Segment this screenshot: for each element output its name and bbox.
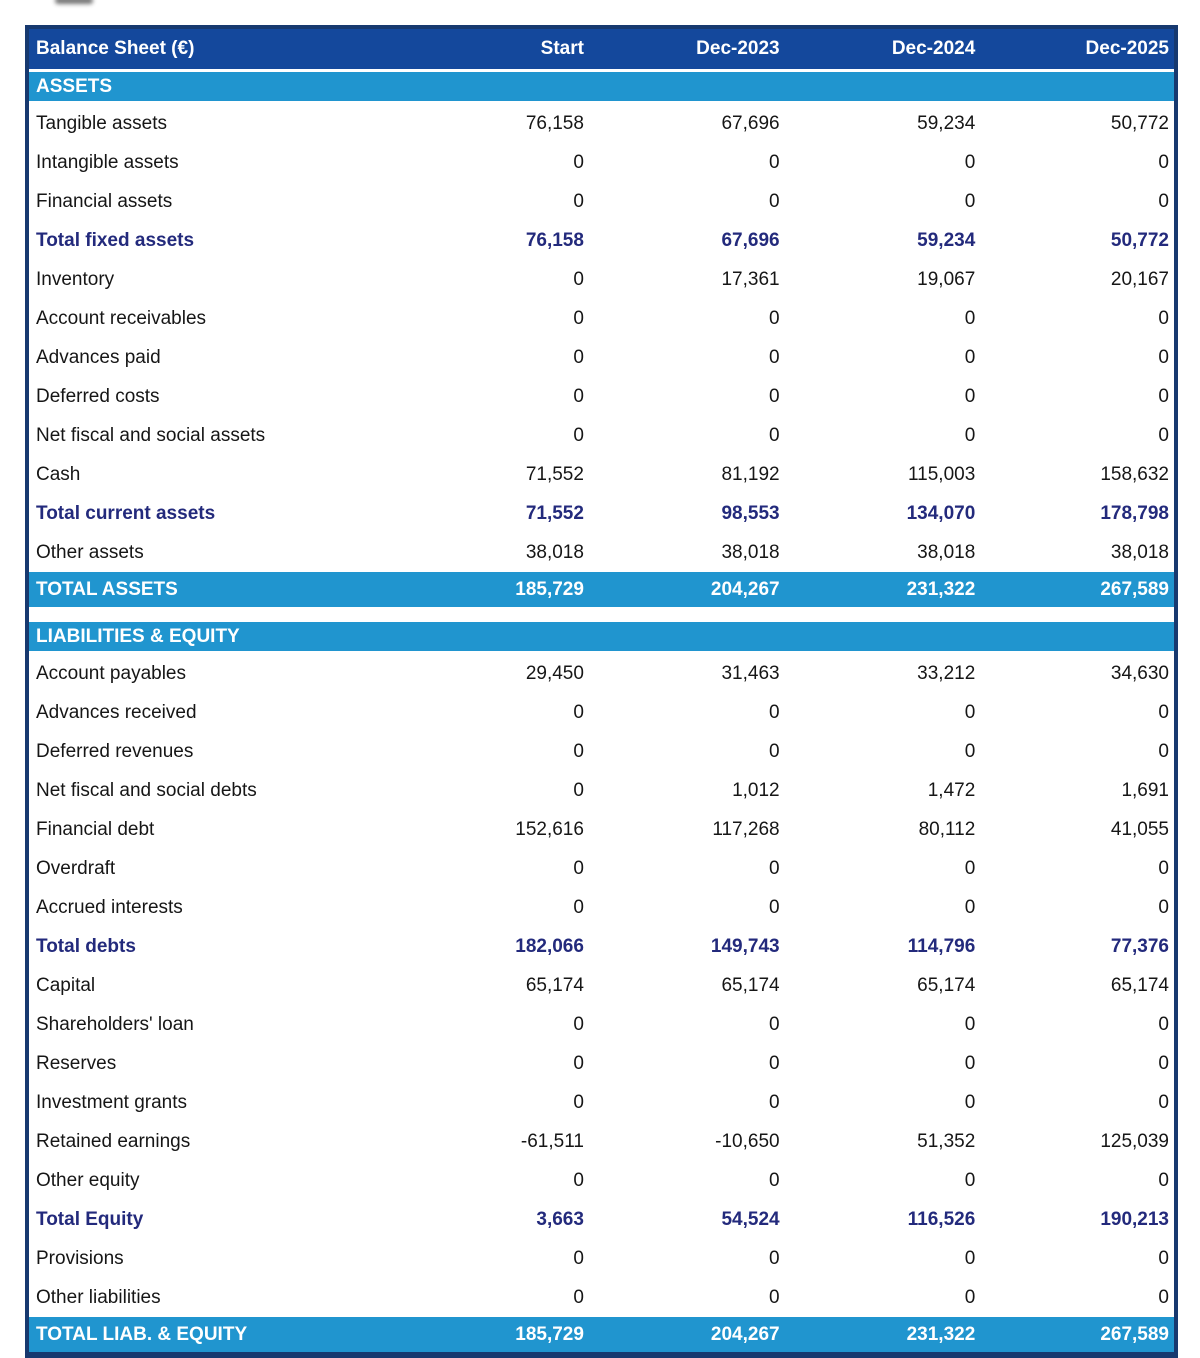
section-label: ASSETS (27, 71, 1176, 103)
section-spacer (27, 607, 1176, 621)
cell-value: 38,018 (589, 533, 785, 572)
column-header-dec-2024: Dec-2024 (785, 27, 981, 71)
row-label: Other assets (27, 533, 393, 572)
cell-value: 0 (393, 1005, 589, 1044)
section-header-row (27, 621, 1176, 653)
cell-value: 3,663 (393, 1200, 589, 1239)
cell-value: 0 (393, 771, 589, 810)
cell-value: 0 (393, 849, 589, 888)
row-label: Intangible assets (27, 143, 393, 182)
cell-value: 1,472 (785, 771, 981, 810)
cell-value: 0 (980, 888, 1176, 927)
cell-value: 0 (980, 849, 1176, 888)
cell-value: 0 (393, 1278, 589, 1317)
cell-value: 77,376 (980, 927, 1176, 966)
table-row (27, 927, 1176, 966)
cell-value: 0 (589, 1083, 785, 1122)
column-header-dec-2023: Dec-2023 (589, 27, 785, 71)
cell-value: -10,650 (589, 1122, 785, 1161)
total-value: 185,729 (393, 572, 589, 607)
table-row (27, 810, 1176, 849)
row-label: Financial assets (27, 182, 393, 221)
cell-value: 76,158 (393, 221, 589, 260)
cell-value: 0 (589, 416, 785, 455)
cell-value: 149,743 (589, 927, 785, 966)
cell-value: 71,552 (393, 455, 589, 494)
table-row (27, 1044, 1176, 1083)
cell-value: 0 (980, 338, 1176, 377)
cell-value: 0 (980, 416, 1176, 455)
cell-value: 0 (785, 1161, 981, 1200)
table-row (27, 888, 1176, 927)
cell-value: 38,018 (980, 533, 1176, 572)
cell-value: 50,772 (980, 221, 1176, 260)
cell-value: 34,630 (980, 653, 1176, 694)
cell-value: 0 (589, 299, 785, 338)
cell-value: 0 (589, 1005, 785, 1044)
cell-value: 41,055 (980, 810, 1176, 849)
total-value: 231,322 (785, 572, 981, 607)
cell-value: 0 (785, 182, 981, 221)
table-row (27, 966, 1176, 1005)
cell-value: 125,039 (980, 1122, 1176, 1161)
table-row (27, 693, 1176, 732)
row-label: Accrued interests (27, 888, 393, 927)
cell-value: 0 (589, 1278, 785, 1317)
cell-value: 0 (589, 849, 785, 888)
row-label: Advances received (27, 693, 393, 732)
cell-value: 0 (980, 299, 1176, 338)
cell-value: 0 (785, 1005, 981, 1044)
total-value: 267,589 (980, 572, 1176, 607)
table-row (27, 182, 1176, 221)
cell-value: 0 (393, 182, 589, 221)
cell-value: 0 (785, 693, 981, 732)
cell-value: 0 (980, 1083, 1176, 1122)
row-label: Other equity (27, 1161, 393, 1200)
cell-value: 31,463 (589, 653, 785, 694)
row-label: Advances paid (27, 338, 393, 377)
table-row (27, 338, 1176, 377)
total-label: TOTAL LIAB. & EQUITY (27, 1317, 393, 1355)
column-header-start: Start (393, 27, 589, 71)
cell-value: 0 (980, 1278, 1176, 1317)
table-row (27, 1122, 1176, 1161)
cell-value: 0 (589, 1239, 785, 1278)
cell-value: 0 (589, 693, 785, 732)
cell-value: 0 (393, 260, 589, 299)
total-label: TOTAL ASSETS (27, 572, 393, 607)
cell-value: 67,696 (589, 103, 785, 144)
total-value: 204,267 (589, 572, 785, 607)
cell-value: 0 (393, 416, 589, 455)
cell-value: 0 (785, 1239, 981, 1278)
table-row (27, 103, 1176, 144)
total-value: 267,589 (980, 1317, 1176, 1355)
row-label: Cash (27, 455, 393, 494)
cell-value: 0 (393, 377, 589, 416)
cell-value: 0 (393, 693, 589, 732)
cell-value: 182,066 (393, 927, 589, 966)
row-label: Investment grants (27, 1083, 393, 1122)
cell-value: 0 (980, 182, 1176, 221)
cell-value: 54,524 (589, 1200, 785, 1239)
cell-value: 178,798 (980, 494, 1176, 533)
header-row (27, 27, 1176, 71)
cell-value: 0 (785, 732, 981, 771)
cell-value: 81,192 (589, 455, 785, 494)
table-title: Balance Sheet (€) (27, 27, 393, 71)
row-label: Total debts (27, 927, 393, 966)
table-row (27, 732, 1176, 771)
cell-value: 33,212 (785, 653, 981, 694)
table-row (27, 1005, 1176, 1044)
cell-value: 0 (785, 377, 981, 416)
cell-value: 0 (393, 1044, 589, 1083)
cell-value: 98,553 (589, 494, 785, 533)
row-label: Account payables (27, 653, 393, 694)
table-row (27, 1161, 1176, 1200)
table-row (27, 416, 1176, 455)
row-label: Deferred costs (27, 377, 393, 416)
cell-value: 114,796 (785, 927, 981, 966)
row-label: Deferred revenues (27, 732, 393, 771)
cell-value: 65,174 (785, 966, 981, 1005)
cell-value: 190,213 (980, 1200, 1176, 1239)
spacer-cell (27, 607, 1176, 621)
cell-value: 0 (393, 1083, 589, 1122)
row-label: Total fixed assets (27, 221, 393, 260)
cell-value: 0 (980, 1005, 1176, 1044)
cell-value: 158,632 (980, 455, 1176, 494)
cell-value: 0 (393, 143, 589, 182)
table-row (27, 143, 1176, 182)
table-row (27, 1278, 1176, 1317)
row-label: Retained earnings (27, 1122, 393, 1161)
row-label: Overdraft (27, 849, 393, 888)
cell-value: -61,511 (393, 1122, 589, 1161)
cell-value: 0 (393, 338, 589, 377)
table-row (27, 1083, 1176, 1122)
cell-value: 20,167 (980, 260, 1176, 299)
cell-value: 0 (980, 377, 1176, 416)
cell-value: 0 (393, 732, 589, 771)
cell-value: 0 (785, 1278, 981, 1317)
balance-sheet-table (25, 25, 1178, 1358)
cell-value: 0 (785, 143, 981, 182)
table-row (27, 1200, 1176, 1239)
cell-value: 0 (589, 1161, 785, 1200)
cell-value: 0 (589, 338, 785, 377)
cell-value: 0 (785, 338, 981, 377)
cell-value: 38,018 (785, 533, 981, 572)
cell-value: 152,616 (393, 810, 589, 849)
cell-value: 0 (785, 1083, 981, 1122)
cell-value: 117,268 (589, 810, 785, 849)
table-body (27, 71, 1176, 1356)
cell-value: 0 (589, 377, 785, 416)
cell-value: 51,352 (785, 1122, 981, 1161)
row-label: Inventory (27, 260, 393, 299)
cell-value: 116,526 (785, 1200, 981, 1239)
cell-value: 0 (785, 299, 981, 338)
section-header-row (27, 71, 1176, 103)
cell-value: 65,174 (980, 966, 1176, 1005)
cell-value: 134,070 (785, 494, 981, 533)
total-row (27, 572, 1176, 607)
row-label: Reserves (27, 1044, 393, 1083)
table-row (27, 377, 1176, 416)
cell-value: 0 (393, 1239, 589, 1278)
column-header-dec-2025: Dec-2025 (980, 27, 1176, 71)
cell-value: 115,003 (785, 455, 981, 494)
row-label: Net fiscal and social assets (27, 416, 393, 455)
table-row (27, 1239, 1176, 1278)
table-row (27, 771, 1176, 810)
cell-value: 0 (589, 732, 785, 771)
cell-value: 0 (785, 849, 981, 888)
cell-value: 0 (785, 888, 981, 927)
cell-value: 0 (589, 1044, 785, 1083)
table-row (27, 260, 1176, 299)
row-label: Shareholders' loan (27, 1005, 393, 1044)
row-label: Financial debt (27, 810, 393, 849)
total-value: 204,267 (589, 1317, 785, 1355)
row-label: Other liabilities (27, 1278, 393, 1317)
cell-value: 0 (980, 1044, 1176, 1083)
table-row (27, 849, 1176, 888)
table-row (27, 299, 1176, 338)
cell-value: 0 (980, 732, 1176, 771)
cell-value: 0 (980, 1161, 1176, 1200)
cell-value: 0 (785, 1044, 981, 1083)
row-label: Total current assets (27, 494, 393, 533)
top-edge-artifact (55, 0, 93, 4)
cell-value: 59,234 (785, 221, 981, 260)
cell-value: 59,234 (785, 103, 981, 144)
cell-value: 80,112 (785, 810, 981, 849)
total-value: 231,322 (785, 1317, 981, 1355)
row-label: Account receivables (27, 299, 393, 338)
row-label: Tangible assets (27, 103, 393, 144)
cell-value: 65,174 (589, 966, 785, 1005)
cell-value: 0 (589, 182, 785, 221)
cell-value: 0 (980, 693, 1176, 732)
row-label: Provisions (27, 1239, 393, 1278)
cell-value: 0 (589, 888, 785, 927)
table-row (27, 653, 1176, 694)
cell-value: 0 (589, 143, 785, 182)
cell-value: 0 (393, 299, 589, 338)
cell-value: 0 (785, 416, 981, 455)
cell-value: 1,691 (980, 771, 1176, 810)
cell-value: 0 (980, 143, 1176, 182)
cell-value: 0 (393, 1161, 589, 1200)
cell-value: 19,067 (785, 260, 981, 299)
cell-value: 65,174 (393, 966, 589, 1005)
cell-value: 0 (980, 1239, 1176, 1278)
total-value: 185,729 (393, 1317, 589, 1355)
cell-value: 76,158 (393, 103, 589, 144)
cell-value: 50,772 (980, 103, 1176, 144)
table-row (27, 533, 1176, 572)
cell-value: 38,018 (393, 533, 589, 572)
cell-value: 0 (393, 888, 589, 927)
cell-value: 71,552 (393, 494, 589, 533)
table-row (27, 494, 1176, 533)
table-row (27, 455, 1176, 494)
row-label: Total Equity (27, 1200, 393, 1239)
cell-value: 17,361 (589, 260, 785, 299)
row-label: Capital (27, 966, 393, 1005)
row-label: Net fiscal and social debts (27, 771, 393, 810)
cell-value: 29,450 (393, 653, 589, 694)
section-label: LIABILITIES & EQUITY (27, 621, 1176, 653)
table-row (27, 221, 1176, 260)
total-row (27, 1317, 1176, 1355)
cell-value: 67,696 (589, 221, 785, 260)
cell-value: 1,012 (589, 771, 785, 810)
